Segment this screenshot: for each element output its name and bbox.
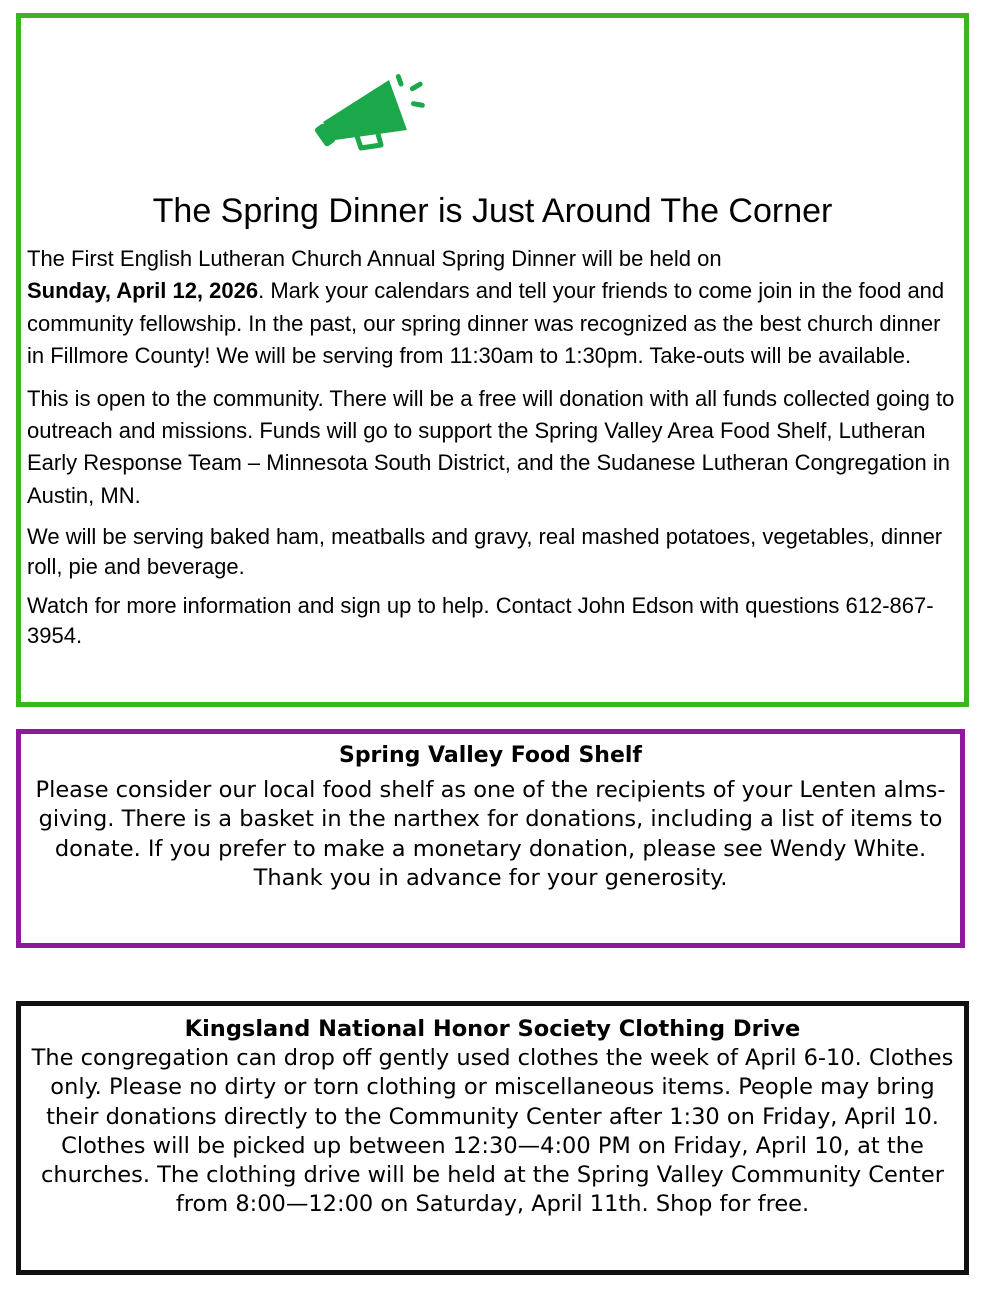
clothing-drive-title: Kingsland National Honor Society Clothing Drive	[184, 1016, 801, 1042]
dinner-paragraph-3: We will be serving baked ham, meatballs and gravy, real mashed potatoes, vegetables, dinner roll, pie and beverage.	[27, 524, 943, 579]
food-shelf-section	[16, 729, 965, 948]
dinner-paragraph-1	[27, 243, 956, 373]
clothing-drive-body: The congregation can drop off gently used clothes the week of April 6-10. Clothes only. Please no dirty or torn clothing or miscellaneous items. People may bring their donations directly to the Community Center after 1:30 on Friday, April 10. Clothes will be picked up between 12:30—4:00 PM on Friday, April 10, at the churches. The clothing drive will be held at the Spring Valley Community Center from 8:00—12:00 on Saturday, April 11th. Shop for free.	[31, 1045, 954, 1218]
dinner-details-text: . Mark your calendars and tell your friends to come join in the food and community fellowship. In the past, our spring dinner was recognized as the best church dinner in Fillmore County! We will be serving from 11:30am to 1:30pm. Take-outs will be available.	[27, 278, 945, 369]
dinner-paragraph-4: Watch for more information and sign up to help. Contact John Edson with questions 612-867-3954.	[27, 593, 934, 648]
food-shelf-thanks: Thank you in advance for your generosity.	[253, 864, 728, 891]
food-shelf-title: Spring Valley Food Shelf	[338, 743, 643, 768]
food-shelf-text: Please consider our local food shelf as one of the recipients of your Lenten alms-giving. There is a basket in the narthex for donations, including a list of items to donate. If you prefer to make a monetary donation, please see Wendy White.	[35, 777, 946, 862]
megaphone-icon	[301, 54, 436, 154]
clothing-drive-section	[16, 1001, 969, 1275]
spring-dinner-section	[16, 13, 969, 707]
dinner-date: Sunday, April 12, 2026	[27, 278, 259, 304]
dinner-intro-text: The First English Lutheran Church Annual Spring Dinner will be held on	[27, 246, 722, 271]
spring-dinner-title: The Spring Dinner is Just Around The Corner	[152, 192, 833, 230]
dinner-paragraph-2: This is open to the community. There will be a free will donation with all funds collected going to outreach and missions. Funds will go to support the Spring Valley Area Food Shelf, Lutheran Early Response Team – Minnesota South District, and the Sudanese Lutheran Congregation in Austin, MN.	[27, 385, 955, 508]
food-shelf-body	[21, 776, 960, 893]
spring-dinner-body	[27, 243, 956, 660]
